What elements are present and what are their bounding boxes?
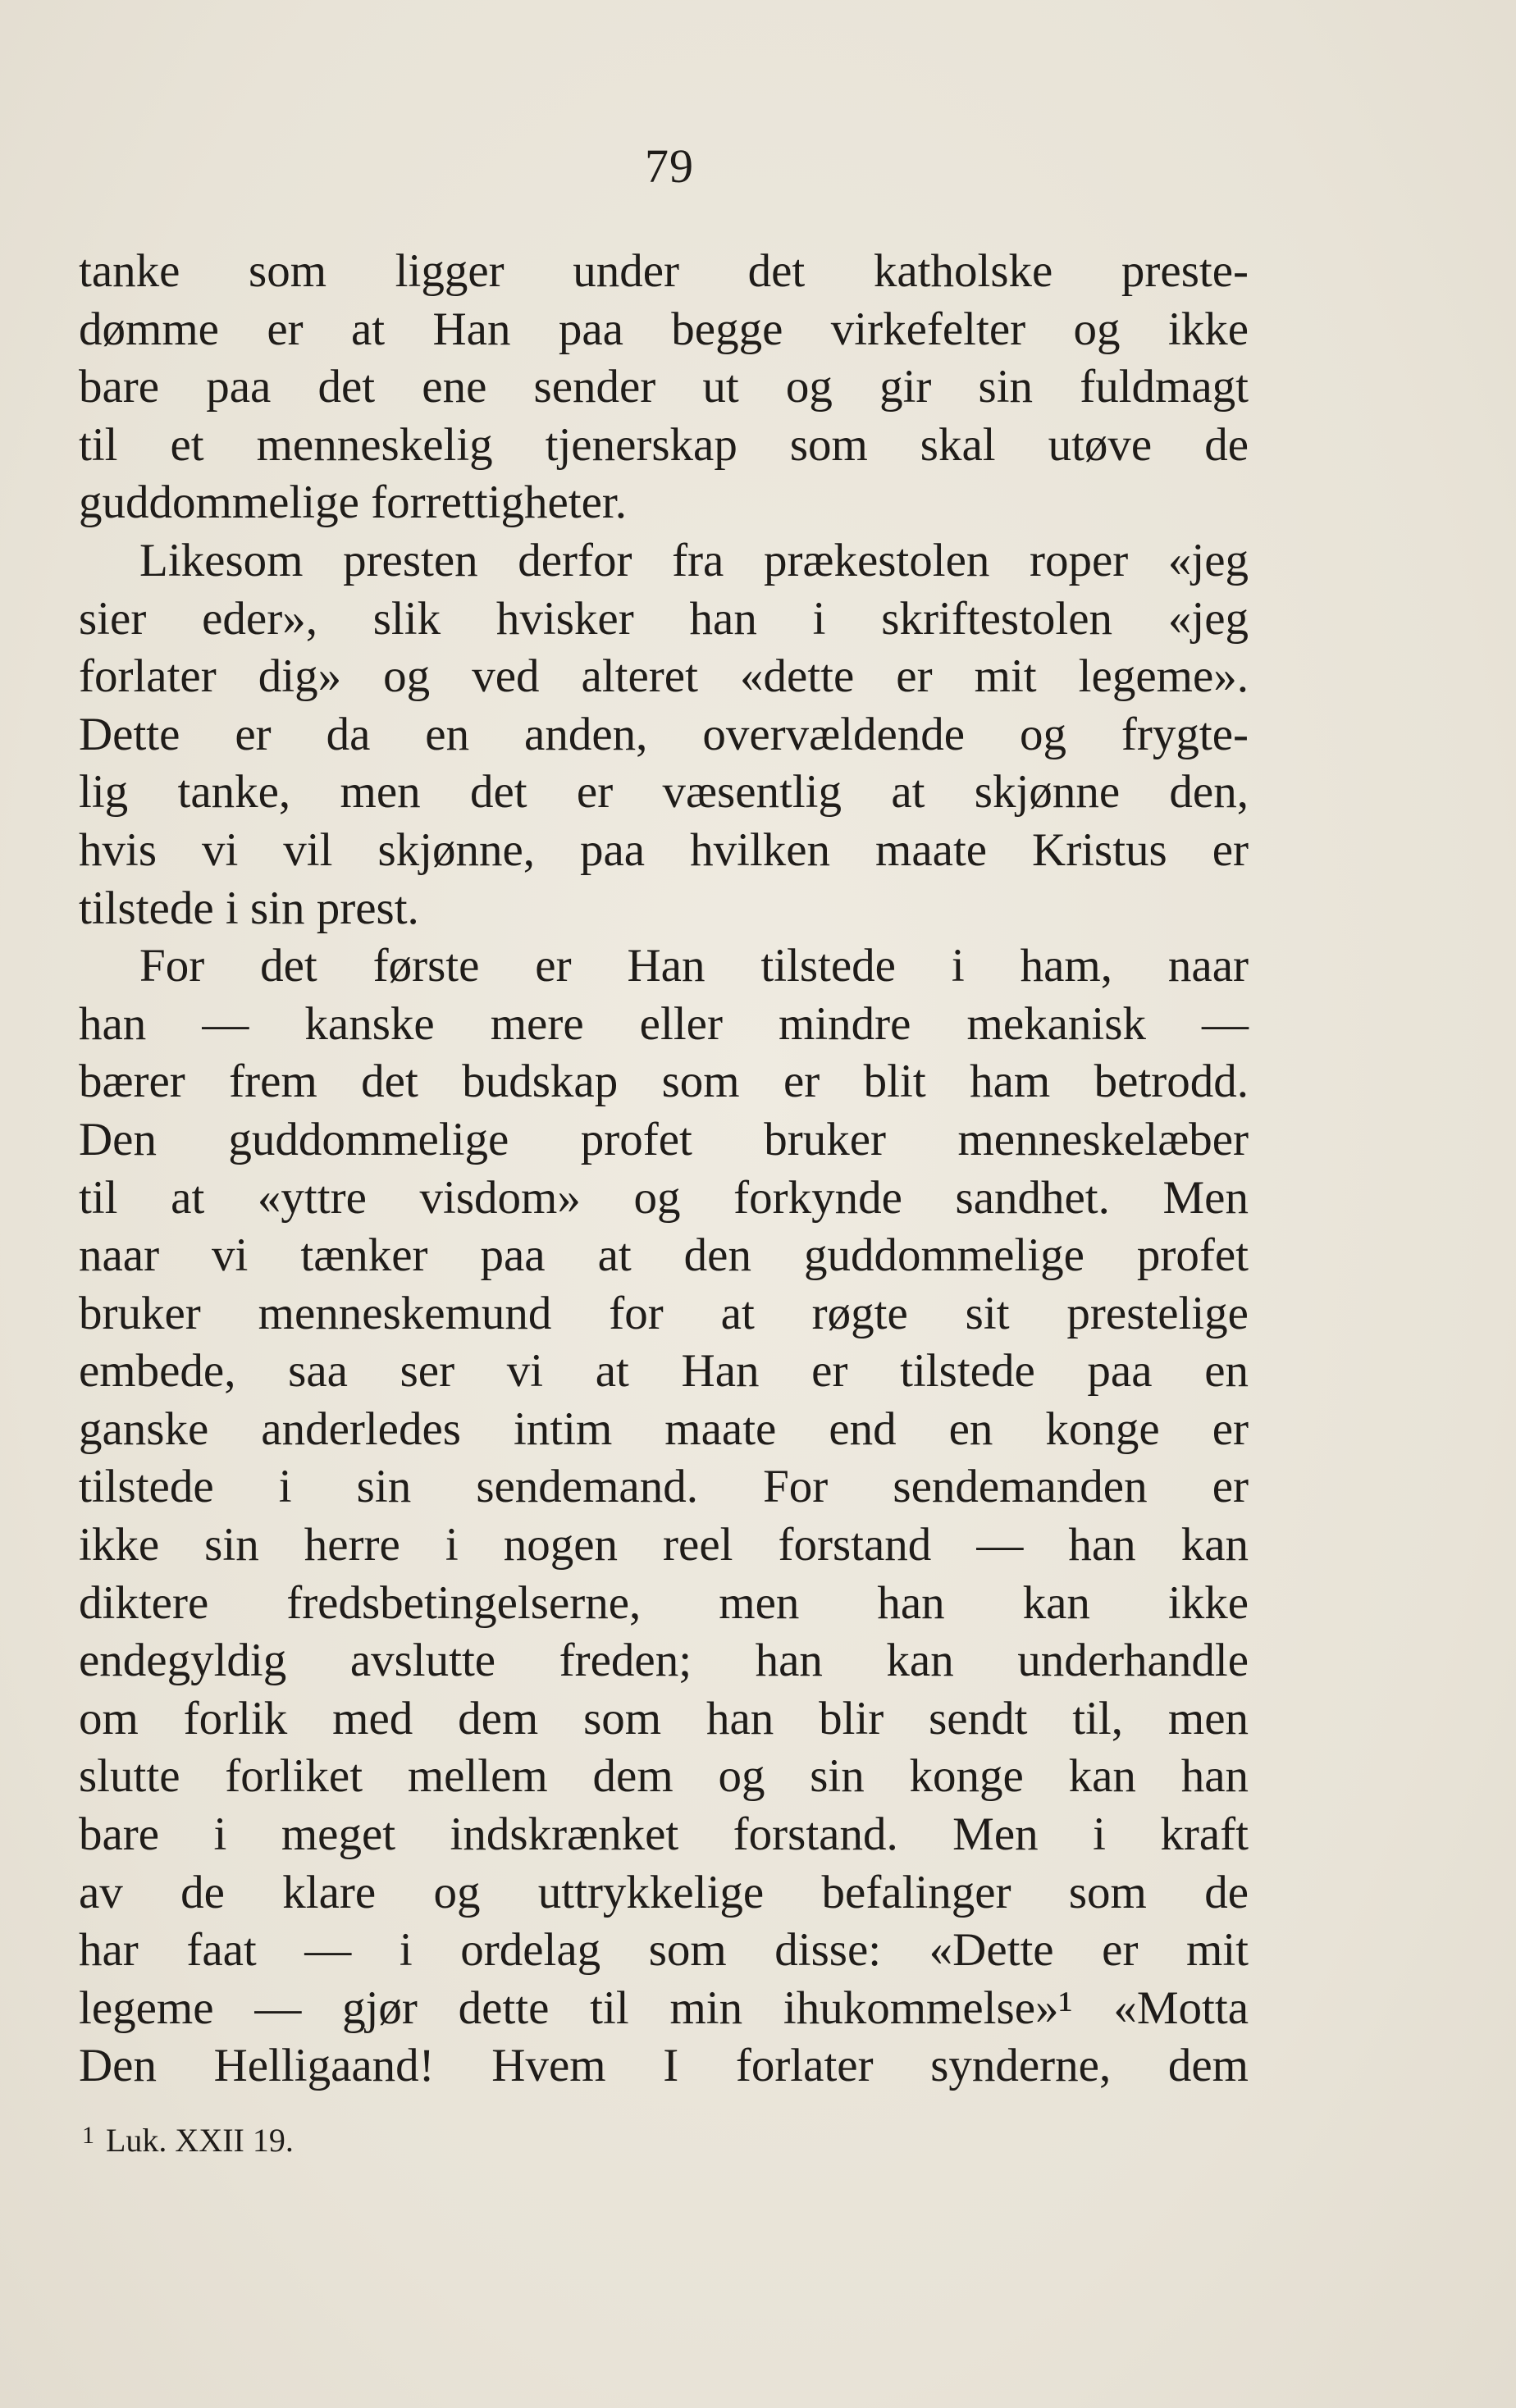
text-line: han — kanske mere eller mindre mekanisk — bbox=[79, 997, 1249, 1050]
text-line: Den Helligaand! Hvem I forlater synderne, dem bbox=[79, 2040, 1249, 2092]
text-line: tilstede i sin prest. bbox=[79, 882, 419, 934]
text-line: hvis vi vil skjønne, paa hvilken maate Kristus er bbox=[79, 823, 1249, 876]
text-line: bare i meget indskrænket forstand. Men i kraft bbox=[79, 1808, 1249, 1861]
text-line: Likesom presten derfor fra prækestolen roper «jeg bbox=[139, 534, 1249, 586]
text-line: bare paa det ene sender ut og gir sin fuldmagt bbox=[79, 361, 1249, 413]
text-line: diktere fredsbetingelserne, men han kan ikke bbox=[79, 1576, 1249, 1629]
footnote-marker: 1 bbox=[82, 2122, 94, 2149]
text-line: forlater dig» og ved alteret «dette er mit legeme». bbox=[79, 650, 1249, 703]
footnote-text: Luk. XXII 19. bbox=[106, 2122, 294, 2159]
text-line: embede, saa ser vi at Han er tilstede paa en bbox=[79, 1345, 1249, 1398]
text-line: dømme er at Han paa begge virkefelter og ikke bbox=[79, 303, 1249, 355]
text-line: bærer frem det budskap som er blit ham betrodd. bbox=[79, 1056, 1249, 1108]
text-line: ganske anderledes intim maate end en konge er bbox=[79, 1402, 1249, 1455]
text-line: guddommelige forrettigheter. bbox=[79, 477, 627, 529]
text-line: har faat — i ordelag som disse: «Dette er mit bbox=[79, 1924, 1249, 1977]
text-line: ikke sin herre i nogen reel forstand — han kan bbox=[79, 1519, 1249, 1571]
text-line: om forlik med dem som han blir sendt til, men bbox=[79, 1692, 1249, 1744]
page-number: 79 bbox=[645, 139, 694, 193]
text-line: til et menneskelig tjenerskap som skal utøve de bbox=[79, 418, 1249, 471]
text-line: sier eder», slik hvisker han i skriftestolen «jeg bbox=[79, 592, 1249, 645]
text-line: tilstede i sin sendemand. For sendemanden er bbox=[79, 1461, 1249, 1513]
text-line: av de klare og uttrykkelige befalinger som de bbox=[79, 1866, 1249, 1918]
text-line: bruker menneskemund for at røgte sit prestelige bbox=[79, 1287, 1249, 1339]
text-line: Den guddommelige profet bruker menneskelæber bbox=[79, 1113, 1249, 1165]
text-line: slutte forliket mellem dem og sin konge kan han bbox=[79, 1750, 1249, 1803]
text-line: tanke som ligger under det katholske preste- bbox=[79, 245, 1249, 297]
text-line: lig tanke, men det er væsentlig at skjønne den, bbox=[79, 766, 1249, 819]
text-line: For det første er Han tilstede i ham, naar bbox=[139, 940, 1249, 992]
text-line: legeme — gjør dette til min ihukommelse»¹ «Motta bbox=[79, 1982, 1249, 2034]
footnote bbox=[82, 2114, 294, 2162]
text-line: naar vi tænker paa at den guddommelige profet bbox=[79, 1229, 1249, 1282]
text-line: endegyldig avslutte freden; han kan underhandle bbox=[79, 1635, 1249, 1687]
text-line: Dette er da en anden, overvældende og frygte- bbox=[79, 708, 1249, 760]
body-text bbox=[79, 243, 1249, 2096]
text-line: til at «yttre visdom» og forkynde sandhet. Men bbox=[79, 1171, 1249, 1224]
